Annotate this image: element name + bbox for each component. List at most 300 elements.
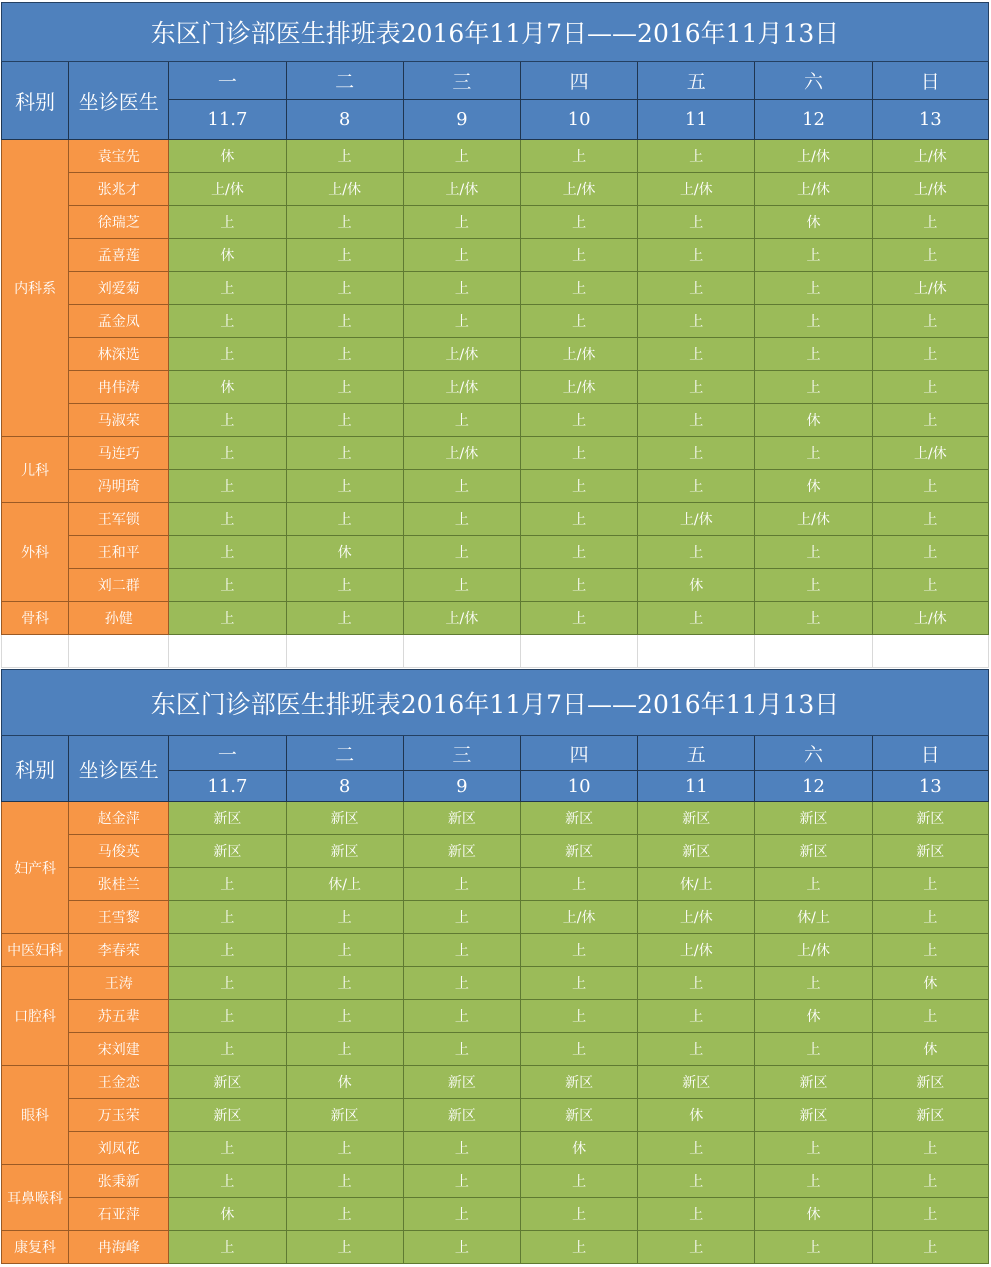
shift-cell: 上 [403,140,520,173]
weekday-header: 二 [286,62,403,100]
shift-cell: 上 [286,272,403,305]
shift-cell: 上/休 [872,272,988,305]
shift-cell: 上 [872,338,988,371]
shift-cell: 休 [872,1033,988,1066]
weekday-header: 五 [638,736,755,771]
shift-cell: 上 [403,272,520,305]
shift-cell: 上 [520,404,637,437]
doctor-name: 万玉荣 [69,1099,169,1132]
weekday-header: 三 [403,62,520,100]
shift-cell: 上/休 [286,173,403,206]
shift-cell: 新区 [755,1066,872,1099]
date-header: 11.7 [169,771,286,802]
doctor-name: 宋刘建 [69,1033,169,1066]
department-cell: 中医妇科 [2,934,69,967]
date-header: 8 [286,771,403,802]
shift-cell: 上 [169,272,286,305]
shift-cell: 新区 [169,835,286,868]
doctor-name: 王雪黎 [69,901,169,934]
shift-cell: 上/休 [403,437,520,470]
doctor-name: 冉伟涛 [69,371,169,404]
shift-cell: 上 [169,305,286,338]
shift-cell: 上 [403,1165,520,1198]
table-row [2,1132,989,1165]
shift-cell: 上 [520,1000,637,1033]
shift-cell: 上 [638,602,755,635]
shift-cell: 上 [403,1198,520,1231]
shift-cell: 上 [638,1198,755,1231]
shift-cell: 上 [403,868,520,901]
doctor-name: 王金恋 [69,1066,169,1099]
dept-header: 科别 [2,62,69,140]
shift-cell: 上 [638,371,755,404]
department-cell: 外科 [2,503,69,602]
table-row [2,1231,989,1264]
shift-cell: 新区 [872,802,988,835]
shift-cell: 新区 [638,802,755,835]
table-row [2,503,989,536]
shift-cell: 上 [286,934,403,967]
shift-cell: 上/休 [520,371,637,404]
department-cell: 内科系 [2,140,69,437]
date-header: 11.7 [169,100,286,140]
table-row [2,602,989,635]
date-header: 10 [520,100,637,140]
shift-cell: 上 [286,305,403,338]
shift-cell: 新区 [638,835,755,868]
shift-cell: 上 [286,569,403,602]
dept-header: 科别 [2,736,69,802]
department-cell: 儿科 [2,437,69,503]
date-header: 9 [403,771,520,802]
shift-cell: 上 [638,338,755,371]
shift-cell: 上 [755,1165,872,1198]
shift-cell: 上 [872,569,988,602]
shift-cell: 新区 [520,835,637,868]
weekday-header: 四 [520,62,637,100]
shift-cell: 上 [520,569,637,602]
shift-cell: 上 [638,967,755,1000]
shift-cell: 新区 [286,1099,403,1132]
blank-cell [638,635,755,668]
shift-cell: 上 [403,470,520,503]
shift-cell: 上 [638,437,755,470]
shift-cell: 休 [755,206,872,239]
shift-cell: 上/休 [403,371,520,404]
doctor-name: 马连巧 [69,437,169,470]
table-row [2,1033,989,1066]
shift-cell: 上/休 [872,437,988,470]
shift-cell: 休 [755,1000,872,1033]
shift-cell: 上 [872,503,988,536]
table-row [2,470,989,503]
doctor-name: 刘二群 [69,569,169,602]
table-row [2,1165,989,1198]
shift-cell: 上 [520,239,637,272]
shift-cell: 新区 [169,802,286,835]
shift-cell: 新区 [520,1066,637,1099]
title-row [2,3,989,62]
shift-cell: 上 [286,503,403,536]
shift-cell: 休 [286,536,403,569]
shift-cell: 上 [169,1000,286,1033]
shift-cell: 新区 [403,802,520,835]
shift-cell: 上 [755,1132,872,1165]
shift-cell: 新区 [755,835,872,868]
shift-cell: 上/休 [403,338,520,371]
schedule-title: 东区门诊部医生排班表2016年11月7日——2016年11月13日 [2,3,989,62]
shift-cell: 上 [872,206,988,239]
shift-cell: 上 [755,1033,872,1066]
shift-cell: 上 [403,569,520,602]
shift-cell: 上 [520,536,637,569]
shift-cell: 上 [286,602,403,635]
doctor-name: 张桂兰 [69,868,169,901]
shift-cell: 休 [755,1198,872,1231]
shift-cell: 上 [520,967,637,1000]
shift-cell: 上 [755,1231,872,1264]
shift-cell: 上 [286,371,403,404]
shift-cell: 上 [286,140,403,173]
blank-row [2,635,989,668]
doctor-name: 张兆才 [69,173,169,206]
shift-cell: 上 [638,272,755,305]
doctor-name: 冉海峰 [69,1231,169,1264]
table-row [2,140,989,173]
weekday-header: 六 [755,736,872,771]
blank-cell [872,635,988,668]
doctor-name: 马淑荣 [69,404,169,437]
shift-cell: 新区 [403,1066,520,1099]
shift-cell: 上 [169,868,286,901]
table-row [2,371,989,404]
shift-cell: 上 [755,437,872,470]
shift-cell: 新区 [520,1099,637,1132]
shift-cell: 上 [872,1132,988,1165]
shift-cell: 新区 [872,1066,988,1099]
shift-cell: 上 [520,272,637,305]
date-header: 12 [755,771,872,802]
shift-cell: 上 [520,1165,637,1198]
shift-cell: 休 [169,239,286,272]
shift-cell: 上 [286,437,403,470]
shift-cell: 新区 [755,802,872,835]
shift-cell: 上/休 [638,934,755,967]
department-cell: 康复科 [2,1231,69,1264]
table-row [2,569,989,602]
shift-cell: 上 [169,1033,286,1066]
shift-cell: 上 [638,1231,755,1264]
table-row [2,173,989,206]
shift-cell: 上/休 [520,338,637,371]
shift-cell: 上 [286,1231,403,1264]
shift-cell: 上/休 [755,934,872,967]
shift-cell: 休 [755,404,872,437]
shift-cell: 上 [286,404,403,437]
weekday-header: 六 [755,62,872,100]
shift-cell: 上/休 [638,901,755,934]
shift-cell: 上 [520,1198,637,1231]
shift-cell: 休/上 [755,901,872,934]
shift-cell: 上/休 [755,140,872,173]
shift-cell: 上/休 [755,503,872,536]
shift-cell: 新区 [872,1099,988,1132]
shift-cell: 上 [169,437,286,470]
doctor-name: 冯明琦 [69,470,169,503]
title-row [2,670,989,736]
shift-cell: 上 [286,1000,403,1033]
doctor-name: 刘凤花 [69,1132,169,1165]
header-row-weekdays [2,736,989,771]
shift-cell: 上 [520,503,637,536]
shift-cell: 上 [169,934,286,967]
shift-cell: 上 [286,1033,403,1066]
shift-cell: 上 [755,305,872,338]
date-header: 9 [403,100,520,140]
doctor-name: 刘爱菊 [69,272,169,305]
doctor-name: 徐瑞芝 [69,206,169,239]
shift-cell: 上 [638,140,755,173]
shift-cell: 上 [169,338,286,371]
shift-cell: 上 [520,305,637,338]
shift-cell: 上 [755,272,872,305]
doctor-name: 石亚萍 [69,1198,169,1231]
doctor-header: 坐诊医生 [69,62,169,140]
shift-cell: 上/休 [872,140,988,173]
shift-cell: 上 [403,206,520,239]
blank-cell [169,635,286,668]
department-cell: 骨科 [2,602,69,635]
shift-cell: 上/休 [638,503,755,536]
table-row [2,536,989,569]
shift-cell: 上 [872,1198,988,1231]
shift-cell: 上 [403,239,520,272]
header-row-weekdays [2,62,989,100]
blank-cell [2,635,69,668]
weekday-header: 三 [403,736,520,771]
shift-cell: 休 [520,1132,637,1165]
table-row [2,934,989,967]
shift-cell: 上 [638,1000,755,1033]
shift-cell: 上 [872,1000,988,1033]
shift-cell: 上 [872,536,988,569]
shift-cell: 上 [520,470,637,503]
date-header: 11 [638,771,755,802]
table-row [2,239,989,272]
shift-cell: 上 [872,305,988,338]
doctor-header: 坐诊医生 [69,736,169,802]
shift-cell: 上/休 [638,173,755,206]
department-cell: 妇产科 [2,802,69,934]
department-cell: 口腔科 [2,967,69,1066]
weekday-header: 日 [872,736,988,771]
shift-cell: 上 [286,470,403,503]
shift-cell: 上 [638,206,755,239]
shift-cell: 上/休 [403,173,520,206]
date-header: 11 [638,100,755,140]
shift-cell: 休 [169,1198,286,1231]
weekday-header: 四 [520,736,637,771]
table-row [2,835,989,868]
shift-cell: 上 [872,901,988,934]
shift-cell: 上 [286,239,403,272]
shift-cell: 上/休 [520,173,637,206]
shift-cell: 新区 [755,1099,872,1132]
shift-cell: 上 [520,868,637,901]
shift-cell: 上 [286,901,403,934]
shift-cell: 上 [755,239,872,272]
doctor-name: 赵金萍 [69,802,169,835]
shift-cell: 上 [872,1165,988,1198]
date-header: 12 [755,100,872,140]
date-header: 13 [872,100,988,140]
shift-cell: 上 [638,1033,755,1066]
shift-cell: 休 [872,967,988,1000]
shift-cell: 上 [286,338,403,371]
shift-cell: 上 [872,371,988,404]
doctor-name: 苏五辈 [69,1000,169,1033]
shift-cell: 新区 [403,835,520,868]
shift-cell: 上 [169,569,286,602]
doctor-name: 马俊英 [69,835,169,868]
shift-cell: 上 [520,934,637,967]
shift-cell: 上 [286,206,403,239]
shift-cell: 上 [169,1132,286,1165]
shift-cell: 上 [403,1000,520,1033]
doctor-name: 王和平 [69,536,169,569]
date-header: 8 [286,100,403,140]
table-row [2,868,989,901]
shift-cell: 上 [520,206,637,239]
shift-cell: 上/休 [872,602,988,635]
weekday-header: 二 [286,736,403,771]
shift-cell: 上/休 [520,901,637,934]
shift-cell: 上 [169,901,286,934]
table-row [2,404,989,437]
shift-cell: 休 [286,1066,403,1099]
doctor-name: 孟喜莲 [69,239,169,272]
doctor-name: 王军锁 [69,503,169,536]
shift-cell: 上 [872,934,988,967]
shift-cell: 上 [169,404,286,437]
shift-cell: 上 [403,934,520,967]
table-row [2,1198,989,1231]
weekday-header: 一 [169,736,286,771]
table-row [2,206,989,239]
shift-cell: 新区 [403,1099,520,1132]
shift-cell: 上 [638,239,755,272]
date-header: 13 [872,771,988,802]
shift-cell: 新区 [286,835,403,868]
table-row [2,1099,989,1132]
department-cell: 眼科 [2,1066,69,1165]
shift-cell: 上 [403,536,520,569]
doctor-name: 李春荣 [69,934,169,967]
shift-cell: 上 [169,602,286,635]
shift-cell: 上 [520,140,637,173]
shift-cell: 上 [638,305,755,338]
shift-cell: 新区 [169,1066,286,1099]
shift-cell: 休 [169,140,286,173]
table-row [2,338,989,371]
shift-cell: 上 [169,967,286,1000]
shift-cell: 上/休 [755,173,872,206]
shift-cell: 上 [403,305,520,338]
date-header: 10 [520,771,637,802]
blank-cell [755,635,872,668]
doctor-name: 孟金凤 [69,305,169,338]
shift-cell: 上/休 [403,602,520,635]
schedule-title: 东区门诊部医生排班表2016年11月7日——2016年11月13日 [2,670,989,736]
shift-cell: 休 [755,470,872,503]
shift-cell: 上 [755,602,872,635]
shift-cell: 上 [872,1231,988,1264]
shift-cell: 新区 [872,835,988,868]
shift-cell: 新区 [520,802,637,835]
shift-cell: 上 [755,536,872,569]
shift-cell: 上 [403,1231,520,1264]
shift-cell: 上 [520,602,637,635]
table-row [2,901,989,934]
blank-cell [403,635,520,668]
blank-cell [69,635,169,668]
shift-cell: 休 [638,569,755,602]
weekday-header: 日 [872,62,988,100]
shift-cell: 新区 [169,1099,286,1132]
shift-cell: 上 [755,967,872,1000]
shift-cell: 上 [638,470,755,503]
table-row [2,305,989,338]
shift-cell: 上 [403,503,520,536]
shift-cell: 上 [638,1132,755,1165]
doctor-name: 王涛 [69,967,169,1000]
weekday-header: 一 [169,62,286,100]
weekday-header: 五 [638,62,755,100]
shift-cell: 休/上 [286,868,403,901]
shift-cell: 上 [403,901,520,934]
shift-cell: 上 [520,1033,637,1066]
shift-cell: 上 [755,371,872,404]
shift-cell: 上 [638,1165,755,1198]
shift-cell: 上 [169,536,286,569]
shift-cell: 上/休 [169,173,286,206]
table-row [2,967,989,1000]
shift-cell: 上 [403,1033,520,1066]
shift-cell: 上 [403,404,520,437]
shift-cell: 新区 [286,802,403,835]
shift-cell: 上 [286,1198,403,1231]
shift-cell: 上 [872,470,988,503]
shift-cell: 上 [403,967,520,1000]
shift-cell: 上 [520,1231,637,1264]
shift-cell: 休/上 [638,868,755,901]
shift-cell: 上 [638,404,755,437]
shift-cell: 新区 [638,1066,755,1099]
table-row [2,1066,989,1099]
shift-cell: 上 [872,404,988,437]
shift-cell: 休 [638,1099,755,1132]
table-row [2,1000,989,1033]
doctor-name: 孙健 [69,602,169,635]
shift-cell: 上 [169,206,286,239]
table-row [2,272,989,305]
shift-cell: 上 [169,503,286,536]
shift-cell: 上 [872,868,988,901]
shift-cell: 上 [755,338,872,371]
schedule-table-2 [1,669,989,1264]
shift-cell: 上 [286,1132,403,1165]
shift-cell: 上 [520,437,637,470]
